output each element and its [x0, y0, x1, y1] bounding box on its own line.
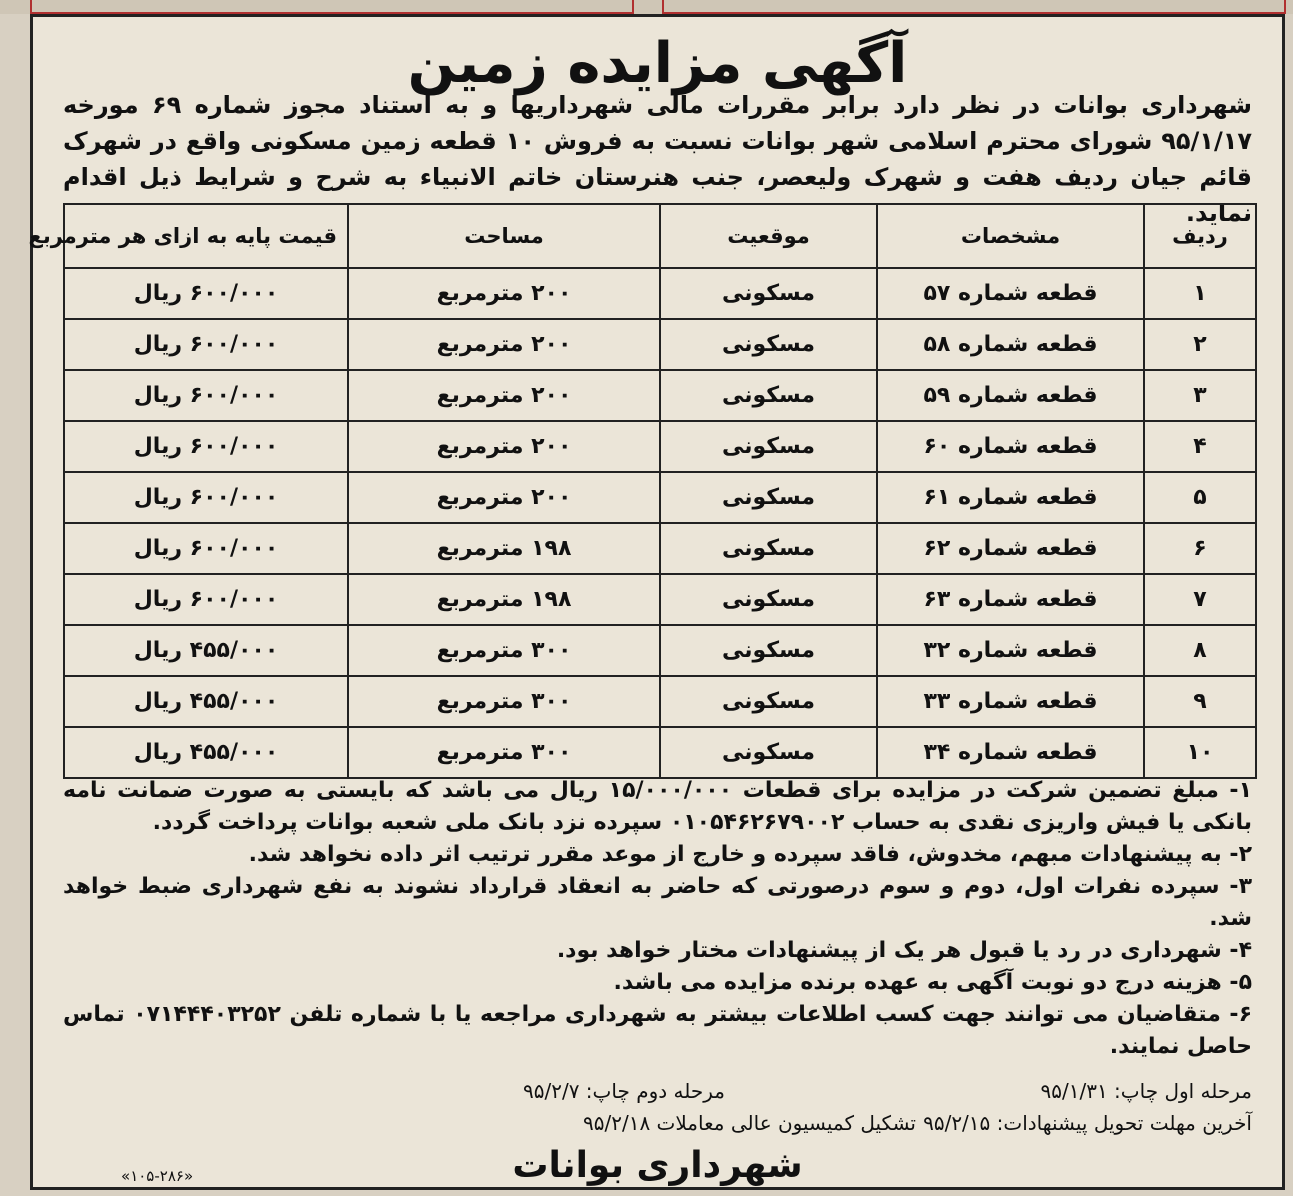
cell-radif: ۲: [1144, 319, 1256, 370]
header-moshakhasat: مشخصات: [877, 204, 1144, 268]
header-radif: ردیف: [1144, 204, 1256, 268]
top-strip-box-right: [662, 0, 1286, 14]
cell-price: ۶۰۰/۰۰۰ ریال: [64, 574, 348, 625]
condition-item: ۲- به پیشنهادات مبهم، مخدوش، فاقد سپرده و خارج از موعد مقرر ترتیب اثر داده نخواهد شد.: [248, 842, 1252, 867]
top-strip-box-left: [30, 0, 634, 14]
footer-signature: شهرداری بوانات: [512, 1145, 803, 1186]
cell-masahat: ۲۰۰ مترمربع: [348, 421, 660, 472]
table-row: [64, 319, 1256, 370]
print-dates-row: [63, 1075, 1252, 1107]
cell-moshakhasat: قطعه شماره ۵۸: [877, 319, 1144, 370]
cell-mowqeiat: مسکونی: [660, 370, 877, 421]
table-row: [64, 523, 1256, 574]
cell-moshakhasat: قطعه شماره ۳۴: [877, 727, 1144, 778]
second-print-date: مرحله دوم چاپ: ۹۵/۲/۷: [523, 1079, 725, 1103]
cell-moshakhasat: قطعه شماره ۵۹: [877, 370, 1144, 421]
cell-masahat: ۱۹۸ مترمربع: [348, 574, 660, 625]
table-row: [64, 676, 1256, 727]
cell-mowqeiat: مسکونی: [660, 727, 877, 778]
cell-radif: ۴: [1144, 421, 1256, 472]
cell-moshakhasat: قطعه شماره ۵۷: [877, 268, 1144, 319]
condition-item: ۵- هزینه درج دو نوبت آگهی به عهده برنده مزایده می باشد.: [613, 970, 1252, 995]
cell-masahat: ۳۰۰ مترمربع: [348, 676, 660, 727]
cell-masahat: ۱۹۸ مترمربع: [348, 523, 660, 574]
cell-moshakhasat: قطعه شماره ۶۰: [877, 421, 1144, 472]
cell-mowqeiat: مسکونی: [660, 421, 877, 472]
header-price: قیمت پایه به ازای هر مترمربع: [64, 204, 348, 268]
condition-item: ۱- مبلغ تضمین شرکت در مزایده برای قطعات ۱۵/۰۰۰/۰۰۰ ریال می باشد که بایستی به صورت ضمانت نامه بانکی یا فیش واریزی نقدی به حساب ۰۱۰۵۴۶۲۶۷۹۰۰۲ سپرده نزد بانک ملی شعبه بوانات پرداخت گردد.: [63, 778, 1252, 835]
cell-moshakhasat: قطعه شماره ۳۲: [877, 625, 1144, 676]
cell-mowqeiat: مسکونی: [660, 472, 877, 523]
cell-mowqeiat: مسکونی: [660, 523, 877, 574]
table-row: [64, 574, 1256, 625]
cell-price: ۶۰۰/۰۰۰ ریال: [64, 370, 348, 421]
cell-masahat: ۳۰۰ مترمربع: [348, 727, 660, 778]
notice-intro: شهرداری بوانات در نظر دارد برابر مقررات مالی شهرداریها و به استناد مجوز شماره ۶۹ مورخه ۹۵/۱/۱۷ شورای محترم اسلامی شهر بوانات نسبت به فروش ۱۰ قطعه زمین مسکونی واقع در شهرک قائم جیان ردیف هفت و شهرک ولیعصر، جنب هنرستان خاتم الانبیاء به شرح و شرایط ذیل اقدام نماید.: [63, 91, 1253, 227]
cell-masahat: ۲۰۰ مترمربع: [348, 370, 660, 421]
table-row: [64, 727, 1256, 778]
notice-frame: [30, 14, 1285, 1190]
cell-moshakhasat: قطعه شماره ۶۱: [877, 472, 1144, 523]
cell-price: ۶۰۰/۰۰۰ ریال: [64, 421, 348, 472]
cell-radif: ۳: [1144, 370, 1256, 421]
cell-price: ۶۰۰/۰۰۰ ریال: [64, 472, 348, 523]
reference-code: «۱۰۵-۲۸۶»: [121, 1167, 194, 1185]
cell-mowqeiat: مسکونی: [660, 625, 877, 676]
cell-mowqeiat: مسکونی: [660, 676, 877, 727]
cell-mowqeiat: مسکونی: [660, 319, 877, 370]
cell-masahat: ۲۰۰ مترمربع: [348, 472, 660, 523]
table-row: [64, 421, 1256, 472]
cell-radif: ۹: [1144, 676, 1256, 727]
cell-price: ۴۵۵/۰۰۰ ریال: [64, 676, 348, 727]
table-row: [64, 370, 1256, 421]
cell-price: ۶۰۰/۰۰۰ ریال: [64, 319, 348, 370]
deadline-row: [63, 1107, 1252, 1139]
cell-radif: ۱: [1144, 268, 1256, 319]
header-masahat: مساحت: [348, 204, 660, 268]
table-header-row: [64, 204, 1256, 268]
notice-title: آگهی مزایده زمین: [407, 31, 908, 96]
submission-deadline: آخرین مهلت تحویل پیشنهادات: ۹۵/۲/۱۵: [923, 1111, 1252, 1135]
cell-radif: ۸: [1144, 625, 1256, 676]
cell-radif: ۵: [1144, 472, 1256, 523]
cell-price: ۴۵۵/۰۰۰ ریال: [64, 727, 348, 778]
condition-item: ۳- سپرده نفرات اول، دوم و سوم درصورتی که حاضر به انعقاد قرارداد نشوند به نفع شهرداری ضبط خواهد شد.: [63, 874, 1252, 931]
cell-price: ۶۰۰/۰۰۰ ریال: [64, 523, 348, 574]
cell-masahat: ۲۰۰ مترمربع: [348, 319, 660, 370]
table-row: [64, 268, 1256, 319]
cell-moshakhasat: قطعه شماره ۶۳: [877, 574, 1144, 625]
conditions-list: [63, 775, 1252, 1063]
cell-masahat: ۳۰۰ مترمربع: [348, 625, 660, 676]
table-row: [64, 625, 1256, 676]
cell-masahat: ۲۰۰ مترمربع: [348, 268, 660, 319]
cell-price: ۶۰۰/۰۰۰ ریال: [64, 268, 348, 319]
condition-item: ۶- متقاضیان می توانند جهت کسب اطلاعات بیشتر به شهرداری مراجعه یا با شماره تلفن ۰۷۱۴۴۴۰۳۲۵۲ تماس حاصل نمایند.: [63, 1002, 1252, 1059]
top-strip: [0, 0, 1293, 14]
cell-radif: ۶: [1144, 523, 1256, 574]
condition-item: ۴- شهرداری در رد یا قبول هر یک از پیشنهادات مختار خواهد بود.: [556, 938, 1252, 963]
lots-table: [28, 203, 1257, 779]
first-print-date: مرحله اول چاپ: ۹۵/۱/۳۱: [1040, 1079, 1252, 1103]
cell-moshakhasat: قطعه شماره ۳۳: [877, 676, 1144, 727]
cell-mowqeiat: مسکونی: [660, 268, 877, 319]
cell-radif: ۱۰: [1144, 727, 1256, 778]
cell-moshakhasat: قطعه شماره ۶۲: [877, 523, 1144, 574]
cell-price: ۴۵۵/۰۰۰ ریال: [64, 625, 348, 676]
commission-date: تشکیل کمیسیون عالی معاملات ۹۵/۲/۱۸: [583, 1111, 916, 1135]
cell-mowqeiat: مسکونی: [660, 574, 877, 625]
dates-block: [63, 1075, 1252, 1139]
cell-radif: ۷: [1144, 574, 1256, 625]
header-mowqeiat: موقعیت: [660, 204, 877, 268]
table-row: [64, 472, 1256, 523]
